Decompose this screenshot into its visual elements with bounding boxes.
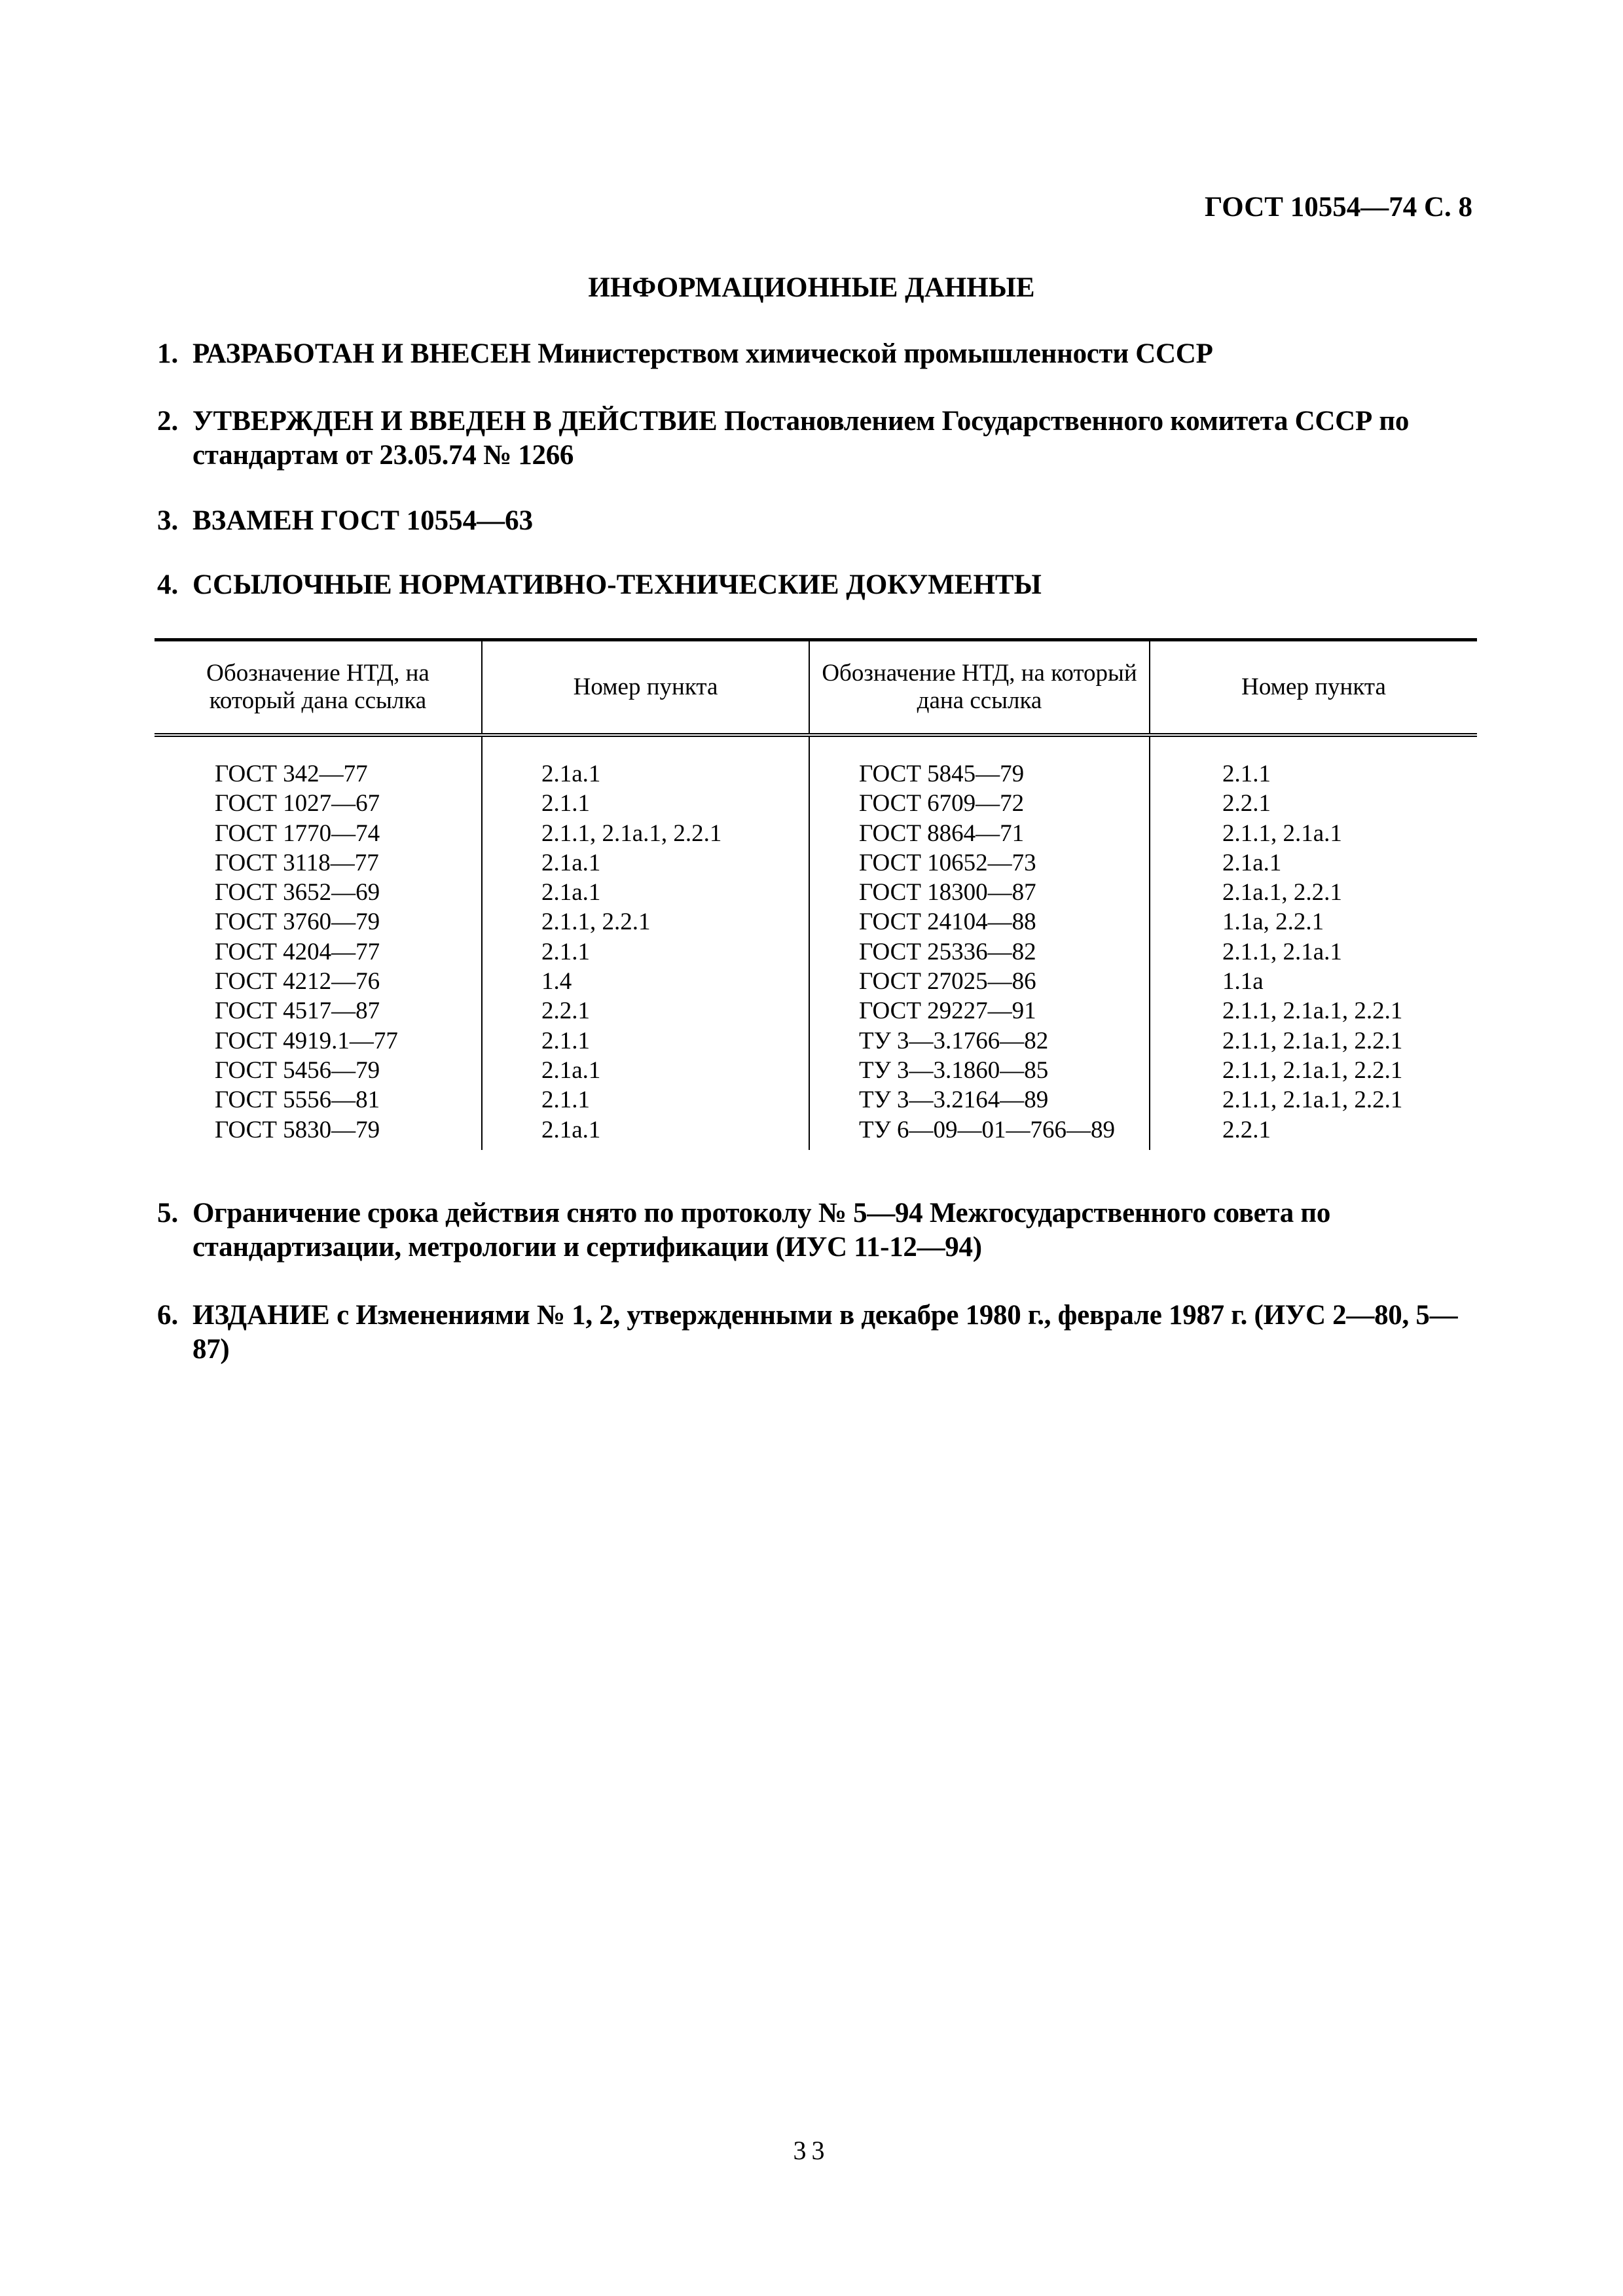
table-cell: 2.1а.1 bbox=[541, 849, 601, 876]
table-cell: 2.1.1, 2.1а.1, 2.2.1 bbox=[1222, 997, 1403, 1025]
item-lead: ССЫЛОЧНЫЕ НОРМАТИВНО-ТЕХНИЧЕСКИЕ ДОКУМЕНТЫ bbox=[192, 569, 1042, 600]
table-cell: ГОСТ 5830—79 bbox=[215, 1116, 380, 1143]
table-cell: ГОСТ 27025—86 bbox=[859, 968, 1036, 996]
item-text: с Изменениями № 1, 2, утвержденными в декабре 1980 г., феврале 1987 г. (ИУС 2—80, 5—87) bbox=[192, 1300, 1458, 1365]
table-cell: 2.1.1, 2.1а.1, 2.2.1 bbox=[541, 819, 722, 847]
table-cell: ТУ 6—09—01—766—89 bbox=[859, 1116, 1116, 1143]
table-cell: ТУ 3—3.1860—85 bbox=[859, 1056, 1049, 1084]
list-item-4 bbox=[157, 568, 1480, 602]
left-docs-column bbox=[155, 735, 482, 1150]
table-cell: ГОСТ 10652—73 bbox=[859, 849, 1036, 876]
table-cell: ГОСТ 4204—77 bbox=[215, 938, 380, 965]
table-cell: 2.1.1, 2.1а.1 bbox=[1222, 819, 1342, 847]
item-lead: ИЗДАНИЕ bbox=[192, 1300, 330, 1331]
item-number: 4. bbox=[157, 569, 179, 600]
document-reference: ГОСТ 10554—74 С. 8 bbox=[1204, 192, 1472, 223]
table-cell: 2.1.1, 2.1а.1 bbox=[1222, 938, 1342, 965]
table-cell: ГОСТ 18300—87 bbox=[859, 879, 1036, 906]
table-cell: 1.1а, 2.2.1 bbox=[1222, 908, 1324, 936]
page-number: 33 bbox=[793, 2136, 830, 2165]
table-cell: ГОСТ 5556—81 bbox=[215, 1086, 380, 1114]
table-cell: ГОСТ 1027—67 bbox=[215, 790, 380, 817]
table-cell: ГОСТ 3652—69 bbox=[215, 879, 380, 906]
table-cell: ГОСТ 6709—72 bbox=[859, 790, 1025, 817]
table-cell: 2.1.1, 2.2.1 bbox=[541, 908, 651, 936]
table-cell: ГОСТ 3118—77 bbox=[215, 849, 379, 876]
right-points-column bbox=[1150, 735, 1477, 1150]
table-cell: ГОСТ 8864—71 bbox=[859, 819, 1025, 847]
table-cell: ГОСТ 24104—88 bbox=[859, 908, 1036, 936]
list-item-6 bbox=[157, 1299, 1480, 1367]
item-number: 1. bbox=[157, 338, 179, 369]
left-points-column bbox=[482, 735, 809, 1150]
table-cell: ТУ 3—3.2164—89 bbox=[859, 1086, 1049, 1114]
table-header-doc: Обозначение НТД, на который дана ссылка bbox=[155, 640, 482, 736]
table-cell: 2.1.1, 2.1а.1, 2.2.1 bbox=[1222, 1056, 1403, 1084]
table-cell: 2.1а.1, 2.2.1 bbox=[1222, 879, 1342, 906]
table-cell: 2.1.1 bbox=[541, 790, 590, 817]
table-header-point: Номер пункта bbox=[482, 640, 809, 736]
item-lead: ВЗАМЕН ГОСТ 10554—63 bbox=[192, 505, 534, 536]
item-number: 6. bbox=[157, 1300, 179, 1331]
item-number: 3. bbox=[157, 505, 179, 536]
table-cell: 2.1.1 bbox=[1222, 761, 1271, 787]
table-cell: ТУ 3—3.1766—82 bbox=[859, 1027, 1049, 1054]
table-cell: ГОСТ 5845—79 bbox=[859, 761, 1025, 787]
table-cell: 2.1а.1 bbox=[541, 879, 601, 906]
table-cell: 2.1а.1 bbox=[541, 761, 601, 787]
item-text: Постановлением Государственного комитета СССР по стандартам от 23.05.74 № 1266 bbox=[192, 406, 1410, 471]
table-cell: ГОСТ 25336—82 bbox=[859, 938, 1036, 965]
reference-documents-table bbox=[155, 638, 1477, 1150]
table-cell: ГОСТ 1770—74 bbox=[215, 819, 380, 847]
right-docs-column bbox=[809, 735, 1150, 1150]
table-cell: 2.1а.1 bbox=[541, 1056, 601, 1084]
item-text: Ограничение срока действия снято по протоколу № 5—94 Межгосударственного совета по стандартизации, метрологии и сертификации (ИУС 11-12—94) bbox=[192, 1198, 1331, 1263]
item-number: 5. bbox=[157, 1198, 179, 1229]
list-item-2 bbox=[157, 404, 1480, 473]
table-cell: ГОСТ 4212—76 bbox=[215, 968, 380, 996]
table-cell: 2.1а.1 bbox=[1222, 849, 1282, 876]
item-lead: УТВЕРЖДЕН И ВВЕДЕН В ДЕЙСТВИЕ bbox=[192, 406, 718, 437]
table-cell: 2.1.1 bbox=[541, 1086, 590, 1114]
table-cell: ГОСТ 29227—91 bbox=[859, 997, 1036, 1025]
table-cell: 2.1.1, 2.1а.1, 2.2.1 bbox=[1222, 1086, 1403, 1114]
table-cell: 2.1.1 bbox=[541, 1027, 590, 1054]
table-cell: ГОСТ 4919.1—77 bbox=[215, 1027, 398, 1054]
list-item-1 bbox=[157, 337, 1480, 371]
table-cell: ГОСТ 4517—87 bbox=[215, 997, 380, 1025]
item-text: Министерством химической промышленности СССР bbox=[530, 338, 1213, 369]
item-lead: РАЗРАБОТАН И ВНЕСЕН bbox=[192, 338, 531, 369]
page-title: ИНФОРМАЦИОННЫЕ ДАННЫЕ bbox=[588, 272, 1035, 303]
table-cell: ГОСТ 342—77 bbox=[215, 761, 368, 787]
table-header-point: Номер пункта bbox=[1150, 640, 1477, 736]
table-cell: 2.2.1 bbox=[1222, 1116, 1271, 1143]
table-cell: 2.1.1, 2.1а.1, 2.2.1 bbox=[1222, 1027, 1403, 1054]
table-cell: 1.1а bbox=[1222, 968, 1264, 996]
list-item-3 bbox=[157, 504, 1480, 538]
table-cell: 2.1а.1 bbox=[541, 1116, 601, 1143]
table-cell: 1.4 bbox=[541, 968, 572, 996]
item-number: 2. bbox=[157, 406, 179, 437]
list-item-5 bbox=[157, 1196, 1480, 1265]
table-cell: 2.2.1 bbox=[541, 997, 590, 1025]
table-header-doc: Обозначение НТД, на который дана ссылка bbox=[809, 640, 1150, 736]
table-cell: ГОСТ 5456—79 bbox=[215, 1056, 380, 1084]
table-cell: 2.1.1 bbox=[541, 938, 590, 965]
table-cell: 2.2.1 bbox=[1222, 790, 1271, 817]
table-cell: ГОСТ 3760—79 bbox=[215, 908, 380, 936]
